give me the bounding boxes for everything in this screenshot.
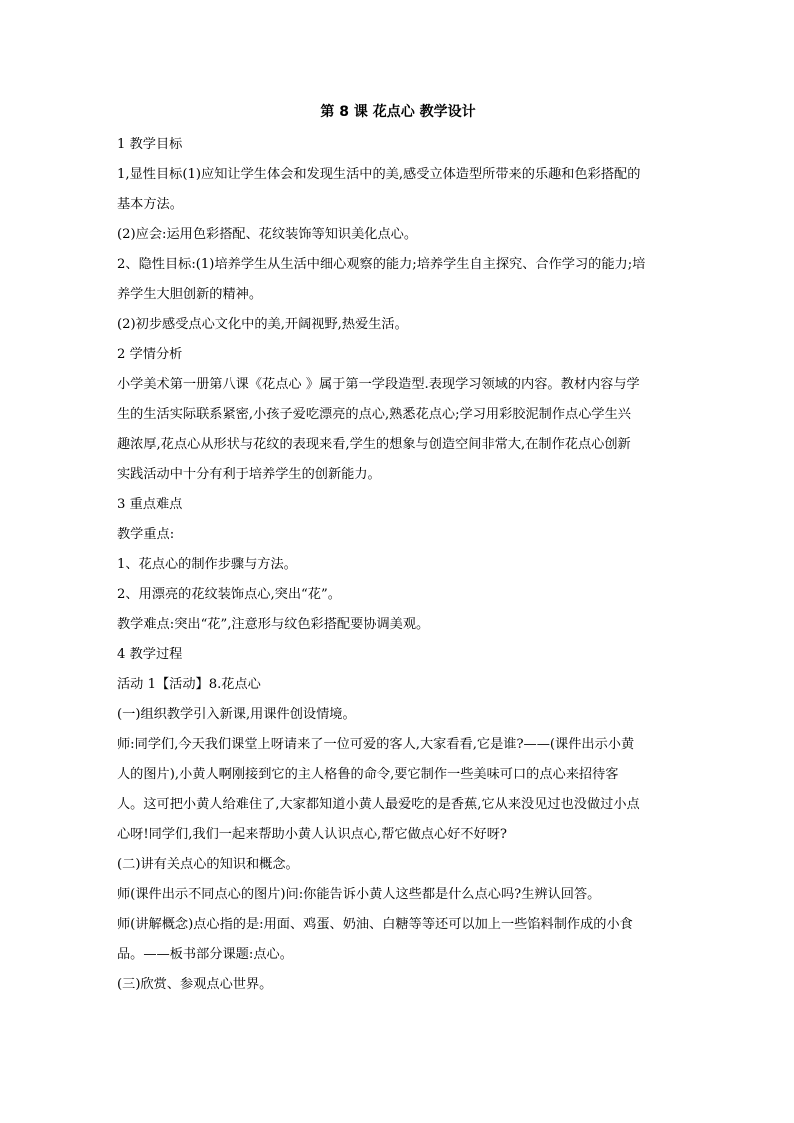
paragraph-concept-line1: 师(讲解概念)点心指的是:用面、鸡蛋、奶油、白糖等等还可以加上一些馅料制作成的小食 [117, 917, 633, 932]
paragraph-teacher-intro-line2: 人的图片),小黄人啊刚接到它的主人格鲁的命令,要它制作一些美味可口的点心来招待客 [117, 767, 619, 782]
section-heading-process: 4 教学过程 [117, 647, 183, 662]
document-title: 第 8 课 花点心 教学设计 [320, 104, 476, 120]
paragraph-skill-goal: (2)应会:运用色彩搭配、花纹装饰等知识美化点心。 [117, 227, 418, 242]
paragraph-key-points-label: 教学重点: [117, 527, 175, 542]
paragraph-analysis-line1: 小学美术第一册第八课《花点心 》属于第一学段造型.表现学习领域的内容。教材内容与学 [117, 377, 640, 392]
section-heading-key-points: 3 重点难点 [117, 497, 183, 512]
paragraph-explicit-goal-line2: 基本方法。 [117, 197, 183, 212]
paragraph-concept-line2: 品。——板书部分课题:点心。 [117, 947, 293, 962]
paragraph-teacher-intro-line3: 人。这可把小黄人给难住了,大家都知道小黄人最爱吃的是香蕉,它从来没见过也没做过小点 [117, 797, 640, 812]
paragraph-analysis-line3: 趣浓厚,花点心从形状与花纹的表现来看,学生的想象与创造空间非常大,在制作花点心创新 [117, 437, 631, 452]
paragraph-step-3: (三)欣赏、参观点心世界。 [117, 977, 273, 992]
paragraph-implicit-goal-line1: 2、隐性目标:(1)培养学生从生活中细心观察的能力;培养学生自主探究、合作学习的能力;培 [117, 257, 646, 272]
paragraph-difficulty: 教学难点:突出“花”,注意形与纹色彩搭配要协调美观。 [117, 617, 430, 632]
paragraph-step-2: (二)讲有关点心的知识和概念。 [117, 857, 299, 872]
paragraph-teacher-intro-line4: 心呀!同学们,我们一起来帮助小黄人认识点心,帮它做点心好不好呀? [117, 827, 508, 842]
paragraph-analysis-line2: 生的生活实际联系紧密,小孩子爱吃漂亮的点心,熟悉花点心;学习用彩胶泥制作点心学生兴 [117, 407, 631, 422]
paragraph-implicit-goal-2: (2)初步感受点心文化中的美,开阔视野,热爱生活。 [117, 317, 408, 332]
paragraph-implicit-goal-line2: 养学生大胆创新的精神。 [117, 287, 263, 302]
paragraph-key-point-2: 2、用漂亮的花纹装饰点心,突出“花”。 [117, 587, 341, 602]
document-body [117, 130, 679, 1000]
section-heading-objectives: 1 教学目标 [117, 137, 183, 152]
paragraph-activity-1: 活动 1【活动】8.花点心 [117, 677, 261, 692]
paragraph-explicit-goal-line1: 1,显性目标(1)应知让学生体会和发现生活中的美,感受立体造型所带来的乐趣和色彩搭配的 [117, 167, 641, 182]
paragraph-step-1: (一)组织教学引入新课,用课件创设情境。 [117, 707, 356, 722]
paragraph-teacher-question: 师(课件出示不同点心的图片)问:你能告诉小黄人这些都是什么点心吗?生辨认回答。 [117, 887, 601, 902]
paragraph-key-point-1: 1、花点心的制作步骤与方法。 [117, 557, 297, 572]
section-heading-analysis: 2 学情分析 [117, 347, 183, 362]
paragraph-teacher-intro-line1: 师:同学们,今天我们课堂上呀请来了一位可爱的客人,大家看看,它是谁?——(课件出示小黄 [117, 737, 635, 752]
paragraph-analysis-line4: 实践活动中十分有利于培养学生的创新能力。 [117, 467, 381, 482]
document-page [117, 100, 679, 1000]
